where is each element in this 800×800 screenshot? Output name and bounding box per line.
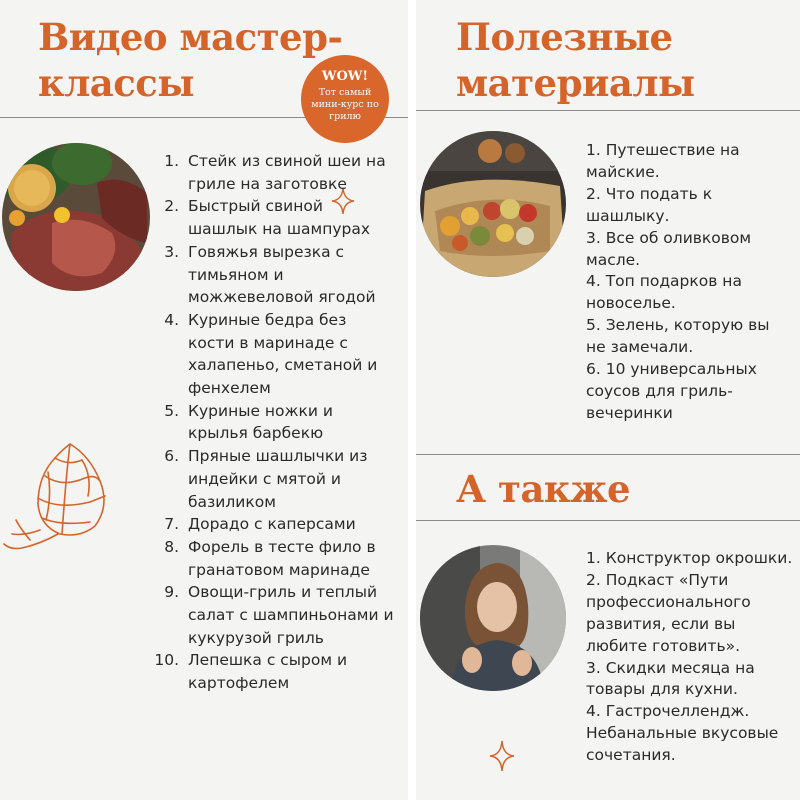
video-list-item[interactable]	[152, 400, 397, 445]
materials-list-item[interactable]: 5. Зелень, которую вы не замечали.	[586, 316, 770, 357]
list-item-text: Форель в тесте фило в гранатовом маринаде	[188, 537, 376, 579]
also-list-item[interactable]: 4. Гастрочеллендж. Небанальные вкусовые сочетания.	[586, 702, 779, 765]
list-item-text: Говяжья вырезка с тимьяном и можжевеловой ягодой	[188, 242, 376, 307]
list-item-number: 9.	[164, 583, 179, 602]
list-item-text: Пряные шашлычки из индейки с мятой и базиликом	[188, 447, 368, 511]
video-list-item[interactable]	[152, 150, 397, 195]
list-item-text: Лепешка с сыром и картофелем	[188, 651, 348, 693]
video-list-item[interactable]	[152, 195, 397, 240]
list-item-number: 8.	[164, 537, 179, 556]
video-list-item[interactable]	[152, 649, 397, 694]
video-list-item[interactable]	[152, 513, 397, 536]
title-line: материалы	[456, 61, 695, 105]
video-list-item[interactable]	[152, 241, 397, 309]
video-list-item[interactable]	[152, 309, 397, 400]
also-list-item[interactable]: 1. Конструктор окрошки.	[586, 549, 793, 567]
list-item-number: 4.	[164, 310, 179, 329]
list-item-number: 2.	[164, 197, 179, 216]
list-item-number: 1.	[164, 152, 179, 170]
list-item-text: Куриные ножки и крылья барбекю	[188, 401, 333, 443]
materials-list-item[interactable]: 3. Все об оливковом масле.	[586, 228, 752, 269]
video-masterclasses-title	[38, 14, 342, 106]
also-title: А также	[456, 467, 631, 511]
presenter-photo	[420, 545, 566, 691]
section-divider	[416, 454, 800, 455]
video-list-item[interactable]	[152, 445, 397, 513]
sparkle-star-icon	[489, 740, 515, 772]
materials-panel	[416, 0, 800, 800]
title-line: классы	[38, 61, 194, 105]
list-item-number: 6.	[164, 447, 179, 466]
badge-text: Тот самый мини-курс по грилю	[311, 87, 379, 122]
list-item-text: Стейк из свиной шеи на гриле на заготовке	[188, 152, 386, 193]
video-list	[152, 150, 397, 695]
title-line: Полезные	[456, 15, 673, 59]
list-item-text: Куриные бедра без кости в маринаде с халапеньо, сметаной и фенхелем	[188, 310, 378, 398]
materials-list-item[interactable]: 2. Что подать к шашлыку.	[586, 184, 713, 225]
materials-title	[456, 14, 695, 106]
list-item-number: 3.	[164, 242, 179, 261]
video-list-item[interactable]	[152, 581, 397, 649]
list-item-text: Быстрый свиной шашлык на шампурах	[188, 197, 371, 239]
wow-badge[interactable]	[301, 55, 389, 143]
artichoke-icon	[0, 436, 122, 558]
list-item-text: Овощи-гриль и теплый салат с шампиньонами и кукурузой гриль	[188, 583, 394, 647]
materials-list-item[interactable]: 6. 10 универсальных соусов для гриль-вечеринки	[586, 360, 757, 422]
video-list-item[interactable]	[152, 536, 397, 581]
badge-headline: WOW!	[321, 69, 369, 84]
materials-list	[586, 140, 786, 425]
grill-platter-photo	[420, 131, 566, 277]
section-divider	[416, 520, 800, 521]
also-list-item[interactable]: 2. Подкаст «Пути профессионального развития, если вы любите готовить».	[586, 570, 751, 655]
steak-photo	[2, 143, 150, 291]
list-item-number: 10.	[154, 651, 179, 670]
list-item-number: 5.	[164, 401, 179, 420]
also-list	[586, 548, 796, 767]
section-divider	[416, 110, 800, 111]
materials-list-item[interactable]: 1. Путешествие на майские.	[586, 141, 740, 181]
materials-list-item[interactable]: 4. Топ подарков на новоселье.	[586, 272, 742, 313]
title-line: Видео мастер-	[38, 15, 343, 59]
list-item-number: 7.	[164, 515, 179, 534]
also-list-item[interactable]: 3. Скидки месяца на товары для кухни.	[586, 658, 755, 699]
list-item-text: Дорадо с каперсами	[188, 515, 356, 534]
